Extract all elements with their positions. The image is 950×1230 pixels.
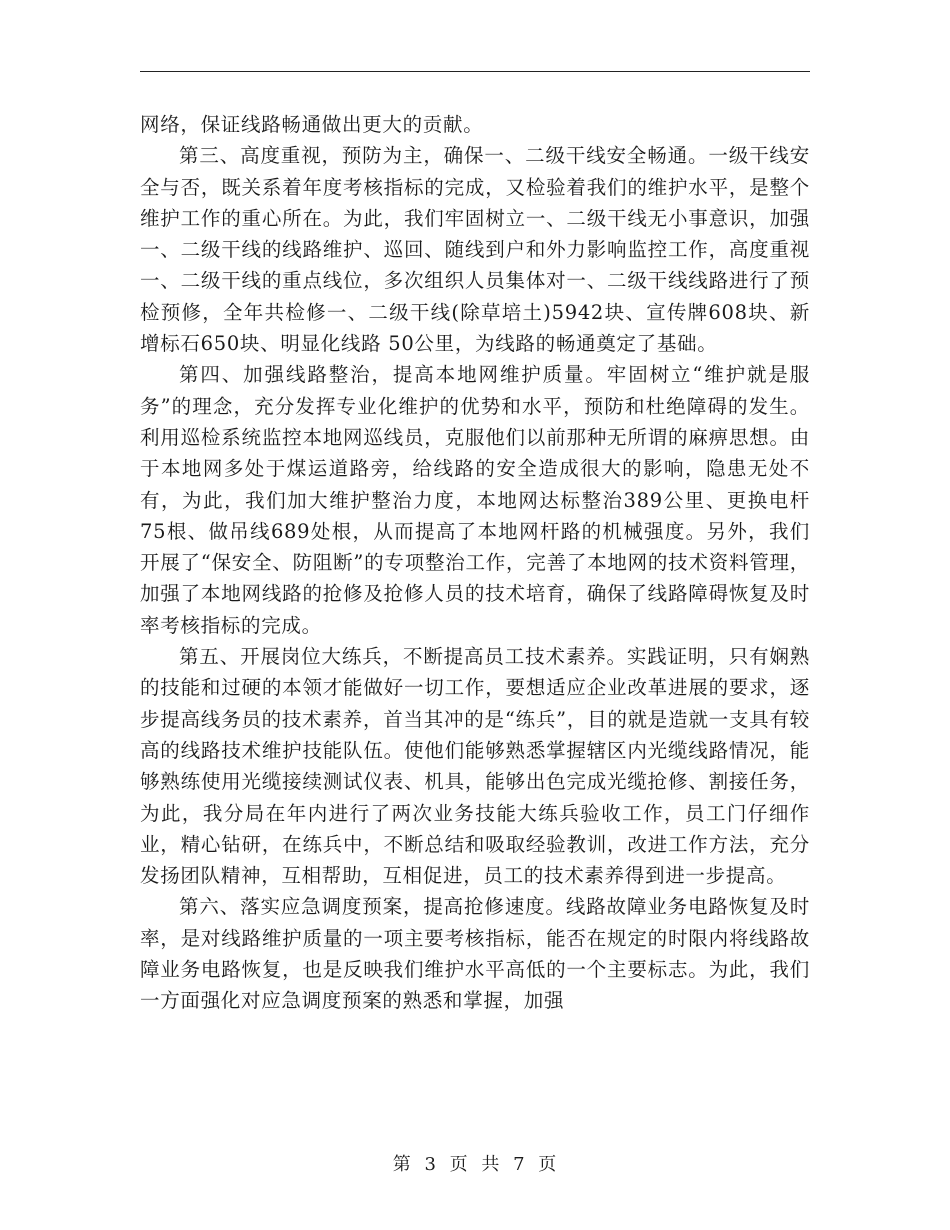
page-number-footer xyxy=(0,1150,950,1176)
footer-label-total-unit: 页 xyxy=(538,1154,558,1175)
paragraph-third: 第三、高度重视，预防为主，确保一、二级干线安全畅通。一级干线安全与否，既关系着年度考核指标的完成，又检验着我们的维护水平，是整个维护工作的重心所在。为此，我们牢固树立一、二级干线无小事意识，加强一、二级干线的线路维护、巡回、随线到户和外力影响监控工作，高度重视一、二级干线的重点线位，多次组织人员集体对一、二级干线线路进行了预检预修，全年共检修一、二级干线(除草培土)5942块、宣传牌608块、新增标石650块、明显化线路 50公里，为线路的畅通奠定了基础。 xyxy=(140,144,810,356)
footer-label-total: 共 xyxy=(481,1154,501,1175)
paragraph-fifth: 第五、开展岗位大练兵，不断提高员工技术素养。实践证明，只有娴熟的技能和过硬的本领才能做好一切工作，要想适应企业改革进展的要求，逐步提高线务员的技术素养，首当其冲的是“练兵”，目的就是造就一支具有较高的线路技术维护技能队伍。使他们能够熟悉掌握辖区内光缆线路情况，能够熟练使用光缆接续测试仪表、机具，能够出色完成光缆抢修、割接任务，为此，我分局在年内进行了两次业务技能大练兵验收工作，员工门仔细作业，精心钻研，在练兵中，不断总结和吸取经验教训，改进工作方法，充分发扬团队精神，互相帮助，互相促进，员工的技术素养得到进一步提高。 xyxy=(140,645,810,888)
paragraph-sixth: 第六、落实应急调度预案，提高抢修速度。线路故障业务电路恢复及时率，是对线路维护质量的一项主要考核指标，能否在规定的时限内将线路故障业务电路恢复，也是反映我们维护水平高低的一个主要标志。为此，我们一方面强化对应急调度预案的熟悉和掌握，加强 xyxy=(140,895,810,1013)
footer-label-page-unit: 页 xyxy=(449,1154,469,1175)
paragraph-continuation: 网络，保证线路畅通做出更大的贡献。 xyxy=(140,113,484,136)
footer-label-page: 第 xyxy=(392,1154,412,1175)
paragraph-fourth: 第四、加强线路整治，提高本地网维护质量。牢固树立“维护就是服务”的理念，充分发挥专业化维护的优势和水平，预防和杜绝障碍的发生。利用巡检系统监控本地网巡线员，克服他们以前那种无所谓的麻痹思想。由于本地网多处于煤运道路旁，给线路的安全造成很大的影响，隐患无处不有，为此，我们加大维护整治力度，本地网达标整治389公里、更换电杆75根、做吊线689处根，从而提高了本地网杆路的机械强度。另外，我们开展了“保安全、防阻断”的专项整治工作，完善了本地网的技术资料管理，加强了本地网线路的抢修及抢修人员的技术培育，确保了线路障碍恢复及时率考核指标的完成。 xyxy=(140,363,810,637)
footer-current-page: 3 xyxy=(424,1154,437,1175)
footer-total-pages: 7 xyxy=(513,1154,526,1175)
document-body xyxy=(140,109,810,1017)
header-rule xyxy=(140,71,810,72)
